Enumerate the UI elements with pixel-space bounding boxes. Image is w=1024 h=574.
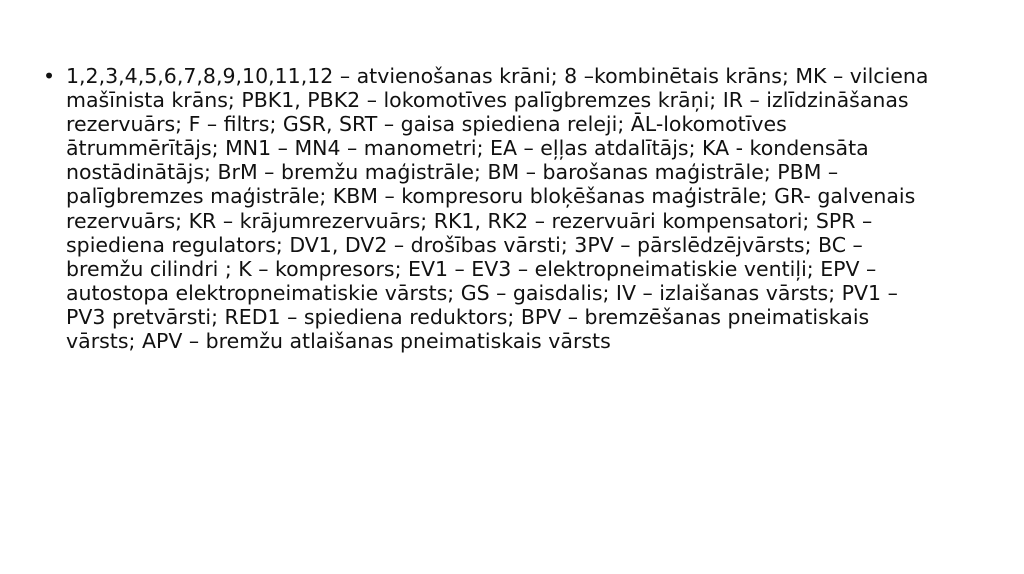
legend-text: 1,2,3,4,5,6,7,8,9,10,11,12 – atvienošanas krāni; 8 –kombinētais krāns; MK – vilciena mašīnista krāns; PBK1, PBK2 – lokomotīves palīgbremzes krāņi; IR – izlīdzināšanas rezervuārs; F – filtrs; GSR, SRT – gaisa spiediena releji; ĀL-lokomotīves ātrummērītājs; MN1 – MN4 – manometri; EA – eļļas atdalītājs; KA - kondensāta nostādinātājs; BrM – bremžu maģistrāle; BM – barošanas maģistrāle; PBM – palīgbremzes maģistrāle; KBM – kompresoru bloķēšanas maģistrāle; GR- galvenais rezervuārs; KR – krājumrezervuārs; RK1, RK2 – rezervuāri kompensatori; SPR – spiediena regulators; DV1, DV2 – drošības vārsti; 3PV – pārslēdzējvārsts; BC – bremžu cilindri ; K – kompresors; EV1 – EV3 – elektropneimatiskie ventiļi; EPV – autostopa elektropneimatiskie vārsts; GS – gaisdalis; IV – izlaišanas vārsts; PV1 – PV3 pretvārsti; RED1 – spiediena reduktors; BPV – bremzēšanas pneimatiskais vārsts; APV – bremžu atlaišanas pneimatiskais vārsts	[66, 64, 929, 354]
bullet-marker: •	[43, 64, 56, 88]
bullet-item	[40, 64, 940, 353]
bullet-list	[40, 64, 940, 353]
